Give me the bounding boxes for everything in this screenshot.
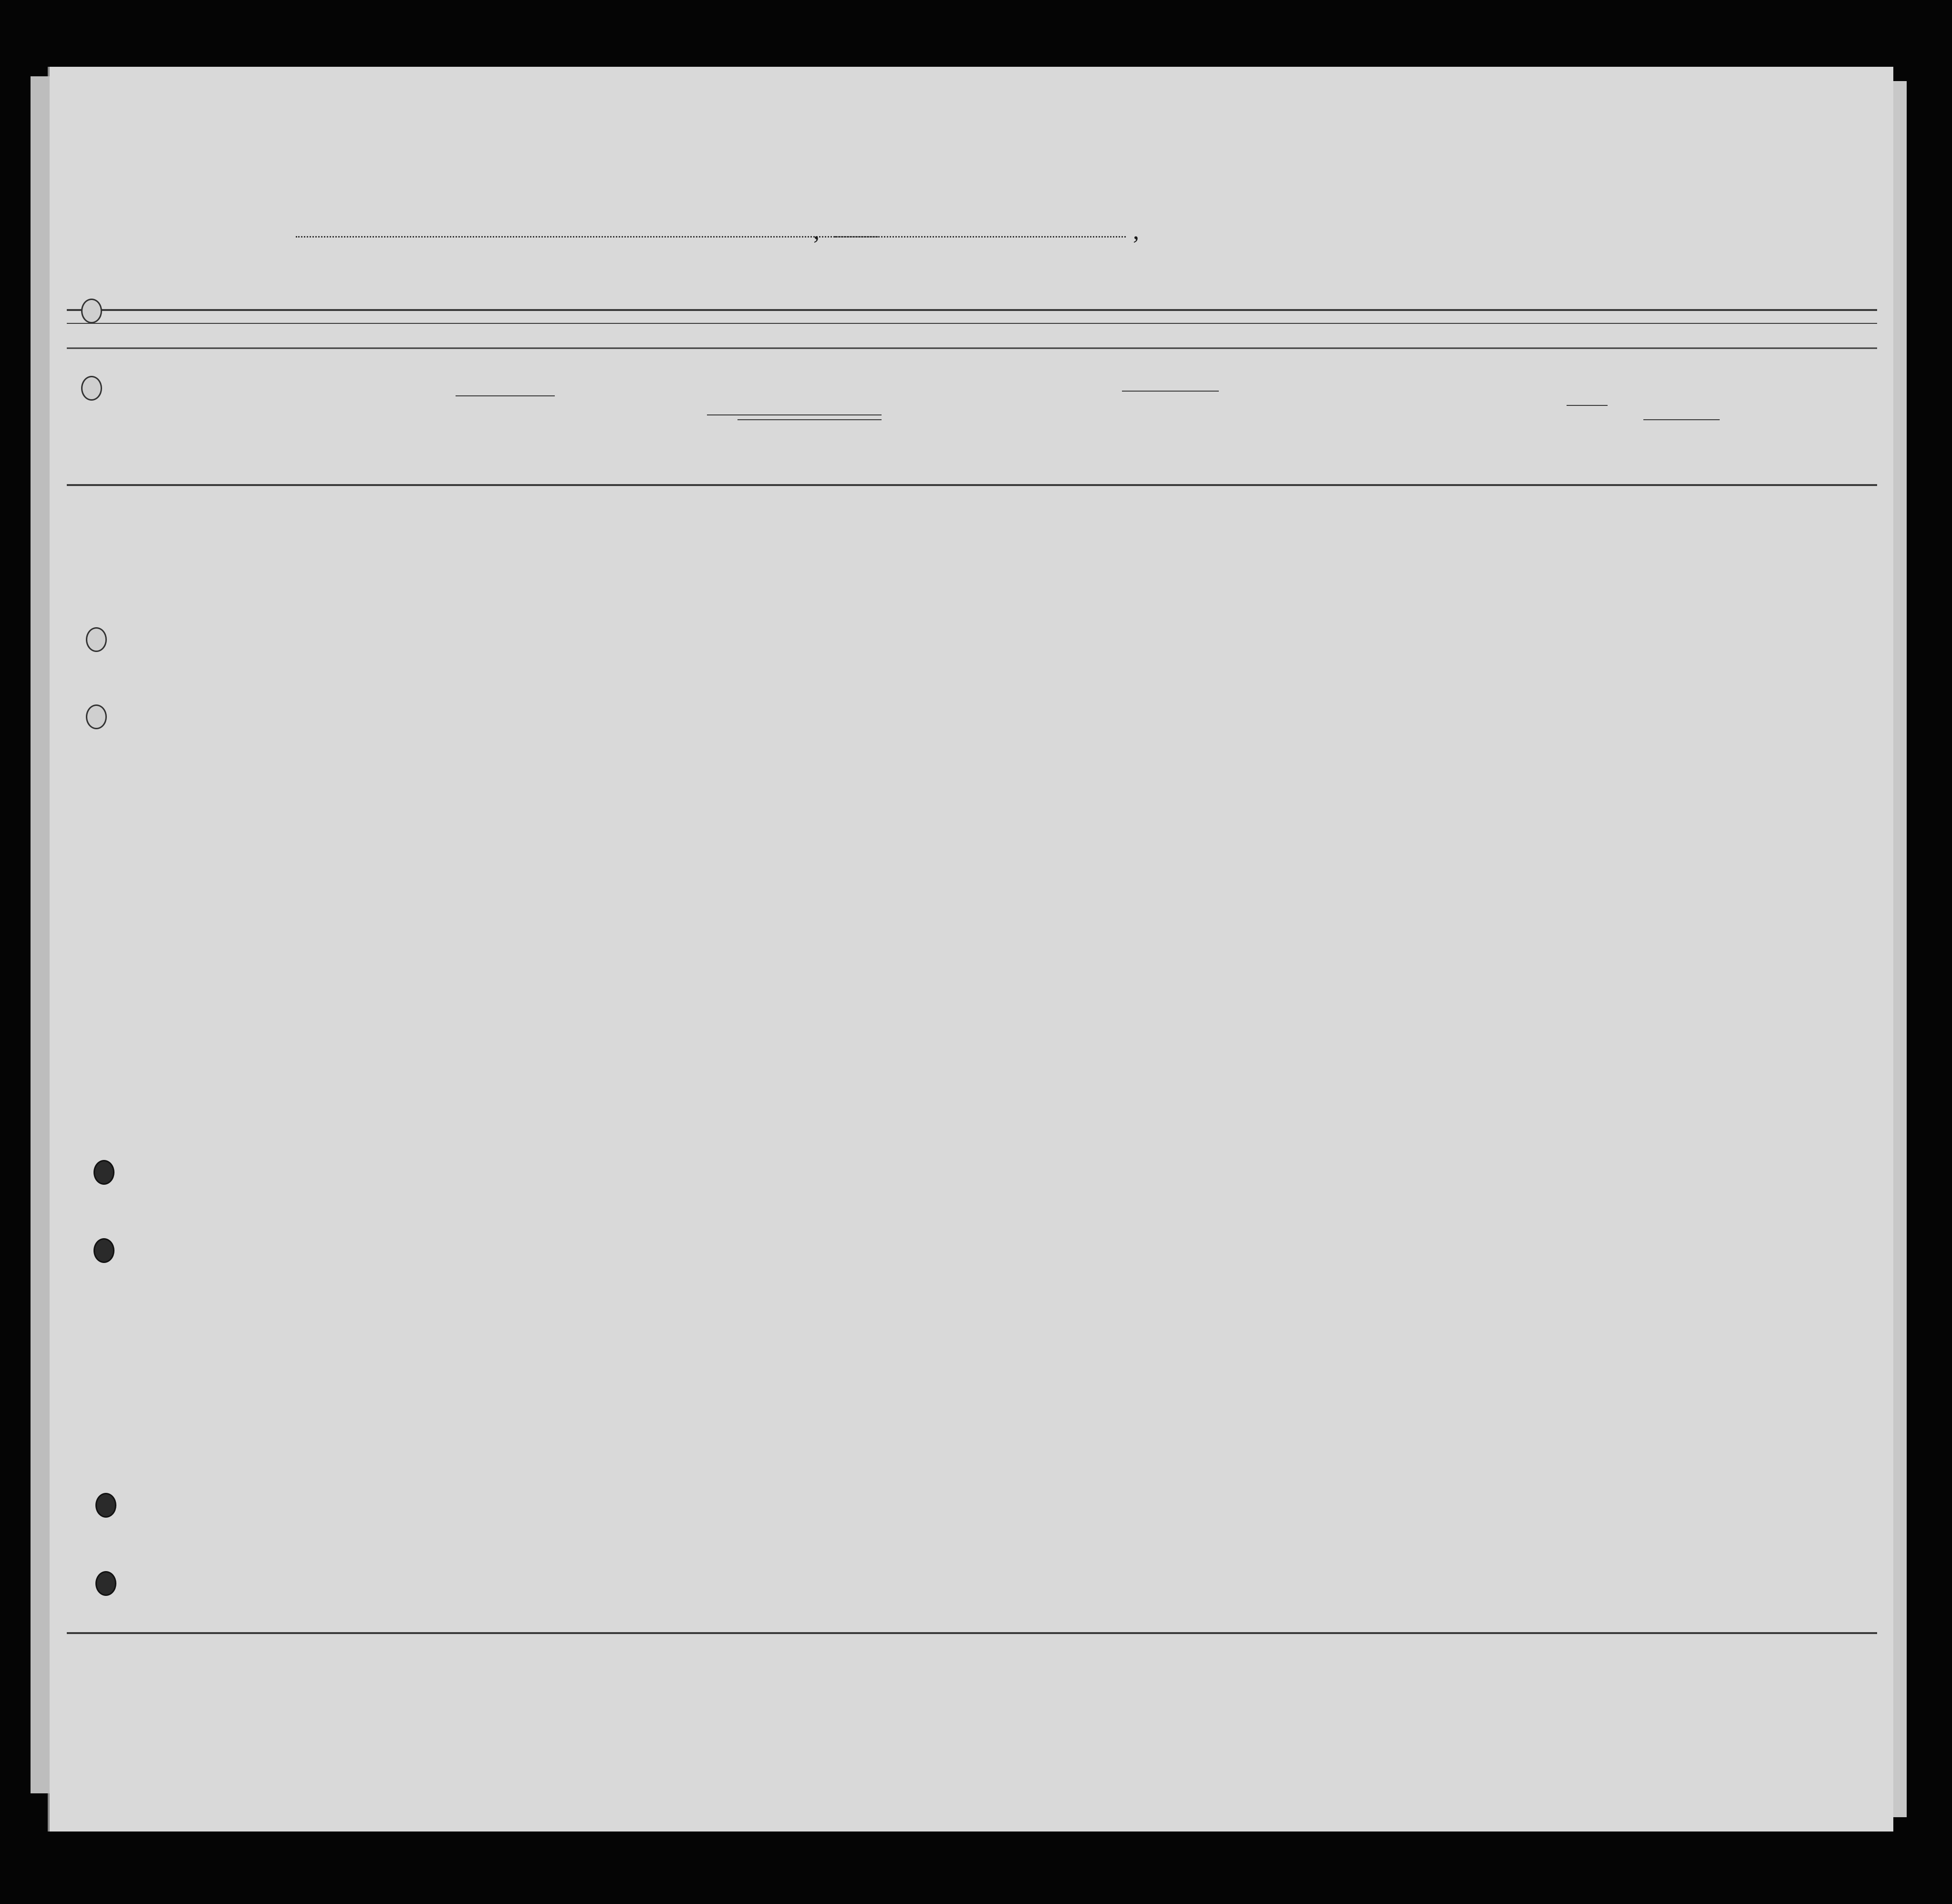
header-ticket [558,353,585,482]
binder-hole [93,1160,114,1185]
sub-header-lines [456,391,1720,420]
header-overthrow [1317,362,1364,482]
grid-lines [67,310,1877,1633]
header-offer-labor [1369,362,1408,482]
header-arrested [1435,362,1456,482]
binder-hole [93,1238,114,1263]
binder-hole [86,704,107,729]
separator-comma: , [813,217,820,245]
header-fifty-dollars [677,353,705,482]
header-inches [1588,420,1608,482]
binder-hole [86,627,107,652]
header-purpose-length [1162,396,1190,482]
header-anarchist [1292,362,1313,482]
binder-hole [95,1571,116,1596]
header-prison [1221,362,1262,482]
binder-hole [81,376,102,401]
binder-hole [95,1493,116,1518]
binder-hole [81,299,102,323]
header-feet [1567,420,1587,482]
header-purpose-citizen [1193,396,1217,482]
header-excluded [1412,362,1432,482]
header-purpose-return [1125,396,1159,482]
separator-comma: , [1133,217,1139,245]
header-polygamist [1266,362,1289,482]
